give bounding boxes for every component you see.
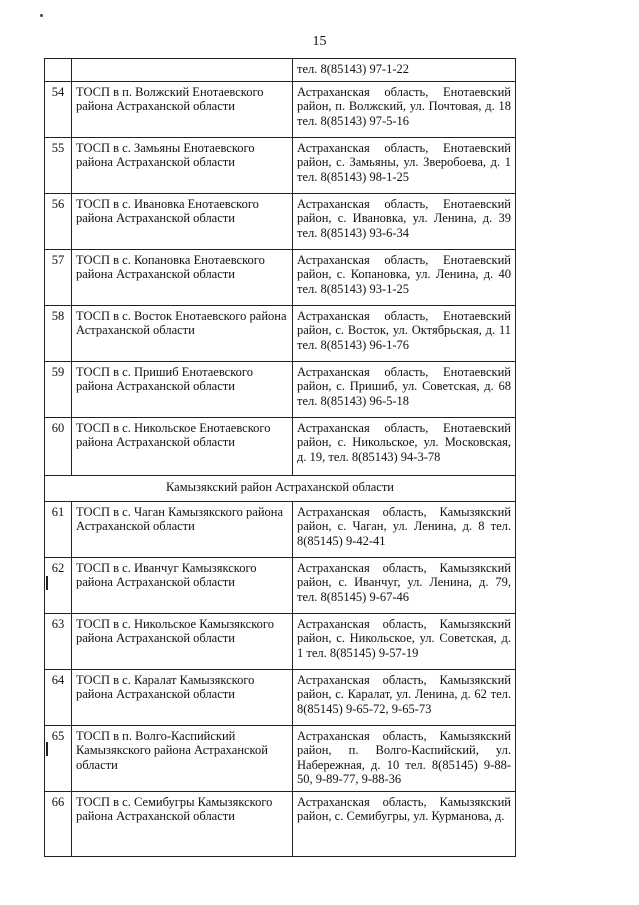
office-name: ТОСП в с. Иванчуг Камызякского района Астраханской области	[72, 557, 293, 613]
office-name: ТОСП в с. Никольское Камызякского района Астраханской области	[72, 613, 293, 669]
row-number: 59	[45, 361, 72, 417]
office-name: ТОСП в с. Восток Енотаевского района Астраханской области	[72, 305, 293, 361]
contacts-table	[44, 58, 516, 857]
section-heading: Камызякский район Астраханской области	[45, 475, 516, 501]
table-row	[45, 613, 516, 669]
row-number: 65	[45, 725, 72, 791]
office-address: Астраханская область, Енотаевский район, с. Пришиб, ул. Советская, д. 68 тел. 8(85143) 96-5-18	[293, 361, 516, 417]
table-row	[45, 193, 516, 249]
row-number: 62	[45, 557, 72, 613]
office-address: Астраханская область, Енотаевский район, с. Замьяны, ул. Зверобоева, д. 1 тел. 8(85143) 98-1-25	[293, 137, 516, 193]
office-name: ТОСП в п. Волго-Каспийский Камызякского района Астраханской области	[72, 725, 293, 791]
office-name: ТОСП в с. Замьяны Енотаевского района Астраханской области	[72, 137, 293, 193]
office-name: ТОСП в с. Никольское Енотаевского района Астраханской области	[72, 417, 293, 475]
scan-speck	[40, 14, 43, 17]
office-address: Астраханская область, Камызякский район, с. Иванчуг, ул. Ленина, д. 79, тел. 8(85145) 9-67-46	[293, 557, 516, 613]
row-number	[45, 59, 72, 82]
row-number: 58	[45, 305, 72, 361]
table-row	[45, 137, 516, 193]
table-row	[45, 501, 516, 557]
page-number: 15	[312, 34, 327, 49]
office-address: тел. 8(85143) 97-1-22	[293, 59, 516, 82]
row-number: 61	[45, 501, 72, 557]
office-address: Астраханская область, Камызякский район, п. Волго-Каспийский, ул. Набережная, д. 10 тел. 8(85145) 9-88-50, 9-89-77, 9-88-36	[293, 725, 516, 791]
office-address: Астраханская область, Камызякский район, с. Никольское, ул. Советская, д. 1 тел. 8(85145) 9-57-19	[293, 613, 516, 669]
row-number: 63	[45, 613, 72, 669]
row-number: 56	[45, 193, 72, 249]
row-number: 57	[45, 249, 72, 305]
office-address: Астраханская область, Камызякский район, с. Чаган, ул. Ленина, д. 8 тел. 8(85145) 9-42-41	[293, 501, 516, 557]
table-row	[45, 305, 516, 361]
office-address: Астраханская область, Камызякский район, с. Каралат, ул. Ленина, д. 62 тел. 8(85145) 9-65-72, 9-65-73	[293, 669, 516, 725]
row-number: 54	[45, 81, 72, 137]
table-row	[45, 249, 516, 305]
row-number: 66	[45, 791, 72, 856]
row-number: 64	[45, 669, 72, 725]
office-name: ТОСП в с. Пришиб Енотаевского района Астраханской области	[72, 361, 293, 417]
section-heading-row	[45, 475, 516, 501]
office-name: ТОСП в с. Каралат Камызякского района Астраханской области	[72, 669, 293, 725]
office-name	[72, 59, 293, 82]
office-name: ТОСП в с. Чаган Камызякского района Астраханской области	[72, 501, 293, 557]
table-row	[45, 361, 516, 417]
office-name: ТОСП в п. Волжский Енотаевского района Астраханской области	[72, 81, 293, 137]
office-address: Астраханская область, Камызякский район, с. Семибугры, ул. Курманова, д.	[293, 791, 516, 856]
table-row	[45, 59, 516, 82]
office-name: ТОСП в с. Ивановка Енотаевского района Астраханской области	[72, 193, 293, 249]
office-address: Астраханская область, Енотаевский район, п. Волжский, ул. Почтовая, д. 18 тел. 8(85143) 97-5-16	[293, 81, 516, 137]
table-row	[45, 725, 516, 791]
office-address: Астраханская область, Енотаевский район, с. Восток, ул. Октябрьская, д. 11 тел. 8(85143) 96-1-76	[293, 305, 516, 361]
office-address: Астраханская область, Енотаевский район, с. Никольское, ул. Московская, д. 19, тел. 8(85143) 94-3-78	[293, 417, 516, 475]
row-number: 55	[45, 137, 72, 193]
table-row	[45, 669, 516, 725]
table-row	[45, 791, 516, 856]
office-address: Астраханская область, Енотаевский район, с. Копановка, ул. Ленина, д. 40 тел. 8(85143) 93-1-25	[293, 249, 516, 305]
office-name: ТОСП в с. Копановка Енотаевского района Астраханской области	[72, 249, 293, 305]
table-body	[45, 59, 516, 857]
office-name: ТОСП в с. Семибугры Камызякского района Астраханской области	[72, 791, 293, 856]
table-row	[45, 417, 516, 475]
office-address: Астраханская область, Енотаевский район, с. Ивановка, ул. Ленина, д. 39 тел. 8(85143) 93-6-34	[293, 193, 516, 249]
table-row	[45, 81, 516, 137]
table-row	[45, 557, 516, 613]
row-number: 60	[45, 417, 72, 475]
